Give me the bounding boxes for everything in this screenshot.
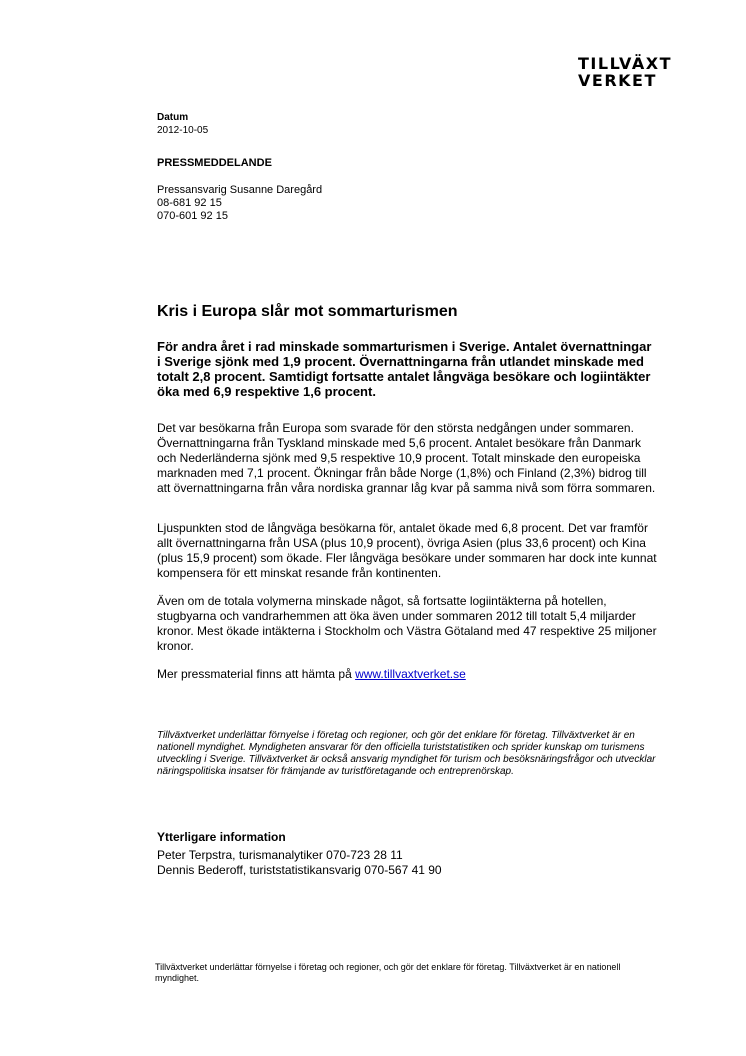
- info-contact-1: Peter Terpstra, turismanalytiker 070-723 28 11: [157, 848, 403, 862]
- article-paragraph-1: Det var besökarna från Europa som svarade för den största nedgången under sommaren. Övernattningarna från Tyskland minskade med 5,6 procent. Antalet besökare från Danmark och Nederländerna sjönk med 9,5 respektive 10,9 procent. Totalt minskade den europeiska marknaden med 7,1 procent. Ökningar från både Norge (1,8%) och Finland (2,3%) bidrog till att övernattningarna från våra nordiska grannar låg kvar på samma nivå som förra sommaren.: [157, 421, 656, 495]
- article-paragraph-2: Ljuspunkten stod de långväga besökarna för, antalet ökade med 6,8 procent. Det var framför allt övernattningarna från USA (plus 10,9 procent), övriga Asien (plus 33,6 procent) och Kina (plus 15,9 procent) som ökade. Fler långväga besökare under sommaren har dock inte kunnat kompensera för ett minskat resande från kontinenten.: [157, 521, 657, 580]
- doc-type: PRESSMEDDELANDE: [157, 157, 272, 169]
- logo-text-line2: VERKET: [578, 71, 657, 90]
- page-footer: Tillväxtverket underlättar förnyelse i företag och regioner, och gör det enklare för företag. Tillväxtverket är en nationell myndighet.: [155, 962, 621, 983]
- article-title: Kris i Europa slår mot sommarturismen: [157, 303, 458, 320]
- date-label: Datum: [157, 112, 189, 123]
- tillvaxtverket-logo: [578, 44, 698, 90]
- info-contact-2: Dennis Bederoff, turiststatistikansvarig 070-567 41 90: [157, 863, 442, 877]
- article-paragraph-3: Även om de totala volymerna minskade något, så fortsatte logiintäkterna på hotellen, stugbyarna och vandrarhemmen att öka även under sommaren 2012 till totalt 5,4 miljarder kronor. Mest ökade intäkterna i Stockholm och Västra Götaland med 47 respektive 25 miljoner kronor.: [157, 594, 657, 653]
- date-value: 2012-10-05: [157, 125, 209, 136]
- press-phone-1: 08-681 92 15: [157, 197, 222, 209]
- article-lead: För andra året i rad minskade sommarturismen i Sverige. Antalet övernattningar i Sverige sjönk med 1,9 procent. Övernattningarna från utlandet minskade med totalt 2,8 procent. Samtidigt fortsatte antalet långväga besökare och logiintäkter öka med 6,9 respektive 1,6 procent.: [157, 339, 652, 399]
- about-text: Tillväxtverket underlättar förnyelse i företag och regioner, och gör det enklare för företag. Tillväxtverket är en nationell myndighet. Myndigheten ansvarar för den officiella turiststatistiken och sprider kunskap om turismens utveckling i Sverige. Tillväxtverket är också ansvarig myndighet för turism och besöksnäringsfrågor och utvecklar näringspolitiska insatser för främjande av turistföretagande och entreprenörskap.: [157, 730, 656, 777]
- more-material: [157, 667, 657, 682]
- website-link[interactable]: www.tillvaxtverket.se: [355, 667, 466, 681]
- logo-mark: [578, 44, 698, 90]
- press-phone-2: 070-601 92 15: [157, 210, 228, 222]
- more-material-text: Mer pressmaterial finns att hämta på: [157, 667, 356, 681]
- logo-text-line1: TILLVÄXT: [578, 54, 672, 73]
- info-heading: Ytterligare information: [157, 830, 286, 844]
- press-contact: Pressansvarig Susanne Daregård: [157, 184, 323, 196]
